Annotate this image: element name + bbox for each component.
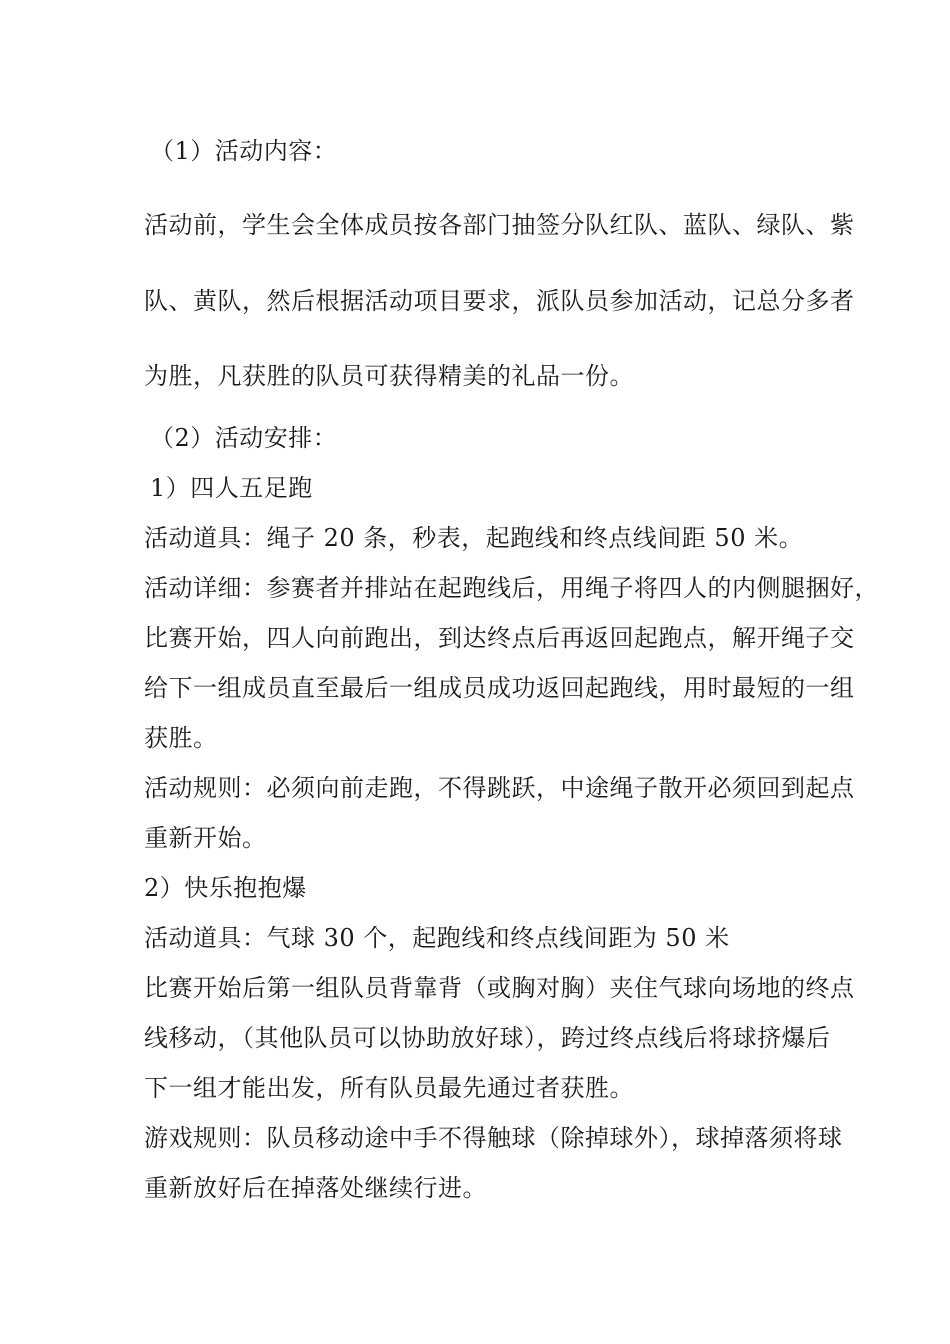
activity-1-title: 1）四人五足跑	[150, 474, 313, 502]
activity-1-details-line-1: 活动详细：参赛者并排站在起跑线后，用绳子将四人的内侧腿捆好，	[144, 574, 879, 602]
activity-2-rules-line-1: 游戏规则：队员移动途中手不得触球（除掉球外），球掉落须将球	[144, 1124, 843, 1152]
section-1-body-line-3: 为胜，凡获胜的队员可获得精美的礼品一份。	[144, 362, 634, 390]
activity-2-title: 2）快乐抱抱爆	[144, 874, 307, 902]
activity-2-details-line-1: 比赛开始后第一组队员背靠背（或胸对胸）夹住气球向场地的终点	[144, 974, 855, 1002]
activity-2-props: 活动道具：气球 30 个，起跑线和终点线间距为 50 米	[144, 924, 730, 952]
activity-2-details-line-3: 下一组才能出发，所有队员最先通过者获胜。	[144, 1074, 634, 1102]
section-2-heading: （2）活动安排：	[150, 424, 338, 452]
activity-2-rules-line-2: 重新放好后在掉落处继续行进。	[144, 1174, 487, 1202]
activity-1-rules-line-2: 重新开始。	[144, 824, 267, 852]
activity-1-props: 活动道具：绳子 20 条，秒表，起跑线和终点线间距 50 米。	[144, 524, 804, 552]
activity-2-details-line-2: 线移动，（其他队员可以协助放好球），跨过终点线后将球挤爆后	[144, 1024, 831, 1052]
activity-1-details-line-4: 获胜。	[144, 724, 218, 752]
activity-1-details-line-2: 比赛开始，四人向前跑出，到达终点后再返回起跑点，解开绳子交	[144, 624, 855, 652]
section-1-body-line-1: 活动前，学生会全体成员按各部门抽签分队红队、蓝队、绿队、紫	[144, 211, 855, 239]
section-1-body-line-2: 队、黄队，然后根据活动项目要求，派队员参加活动，记总分多者	[144, 287, 855, 315]
activity-1-details-line-3: 给下一组成员直至最后一组成员成功返回起跑线，用时最短的一组	[144, 674, 855, 702]
section-1-heading: （1）活动内容：	[150, 137, 338, 165]
activity-1-rules-line-1: 活动规则：必须向前走跑，不得跳跃，中途绳子散开必须回到起点	[144, 774, 855, 802]
